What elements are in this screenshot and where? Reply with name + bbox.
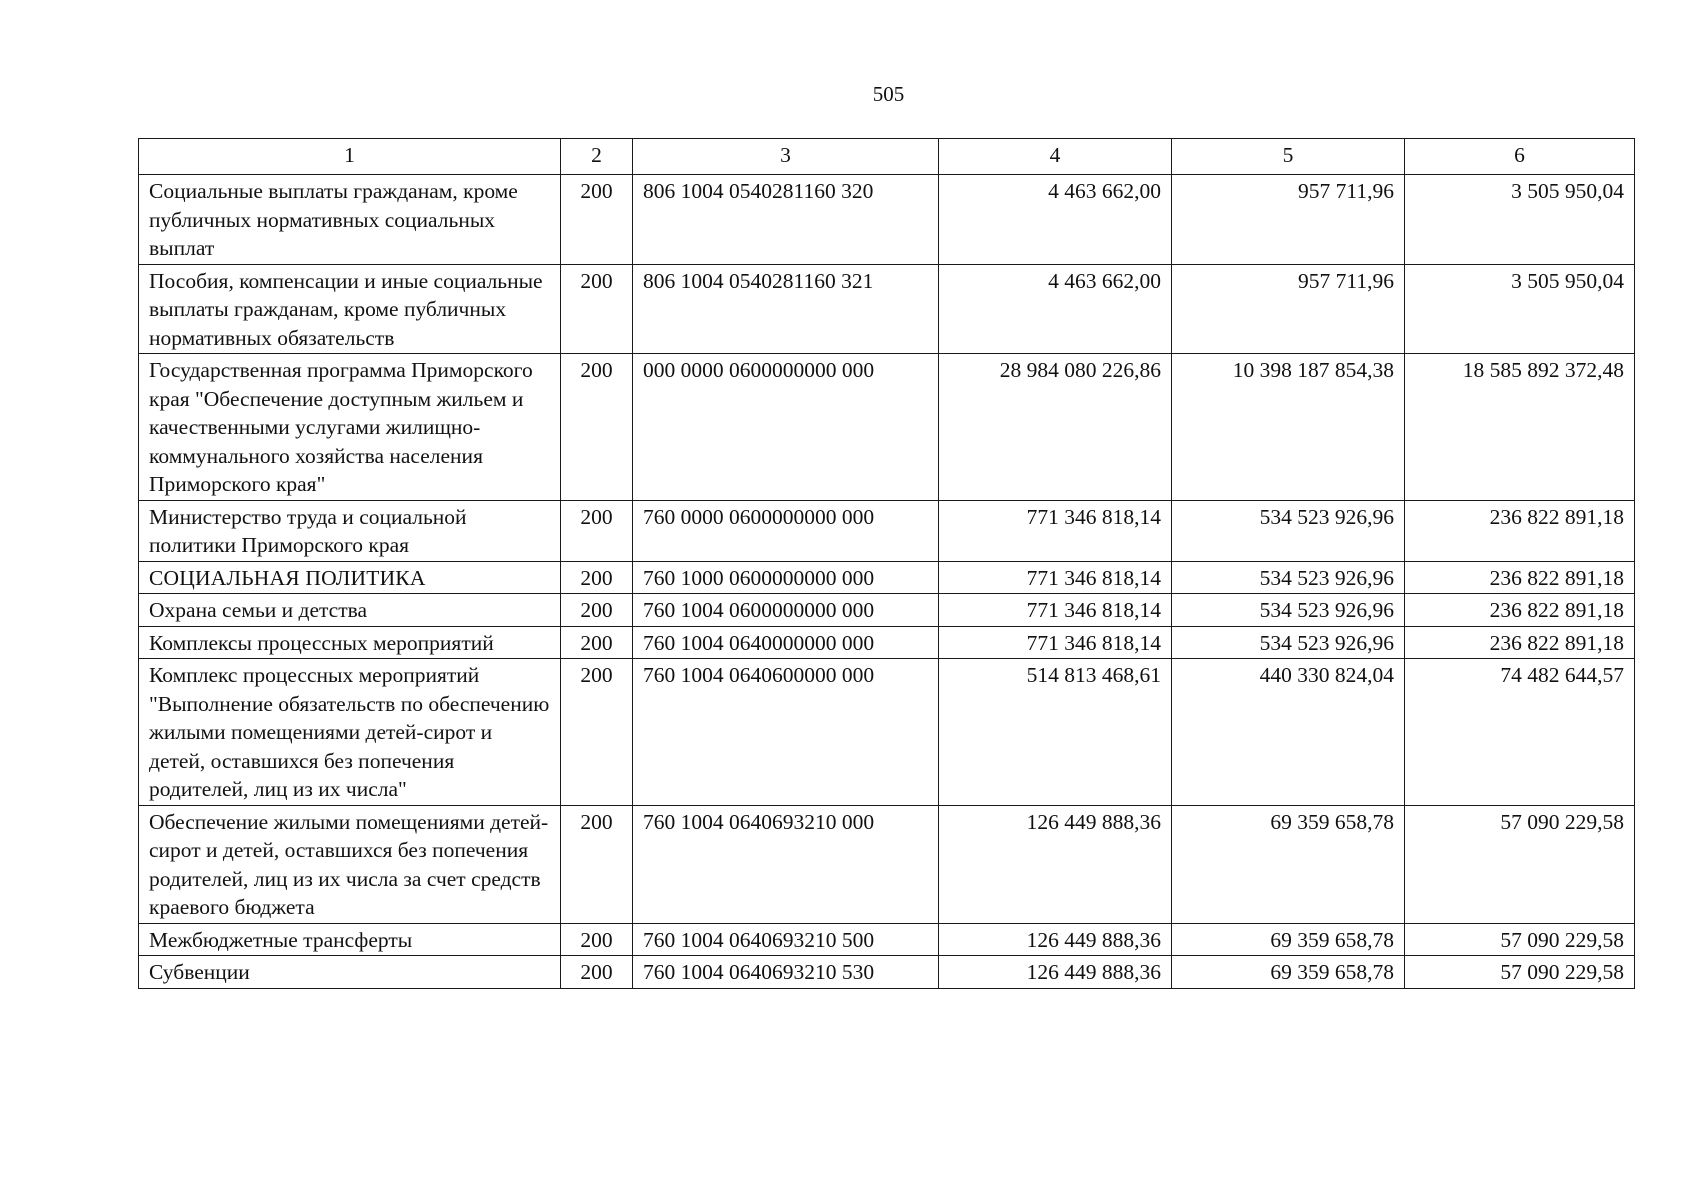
column-header-3: 3: [633, 139, 939, 175]
row-line-code: 200: [561, 175, 633, 265]
row-unexecuted-amount: 3 505 950,04: [1405, 175, 1635, 265]
row-executed-amount: 534 523 926,96: [1172, 500, 1405, 561]
table-row: [139, 923, 1635, 956]
row-name: Пособия, компенсации и иные социальные выплаты гражданам, кроме публичных нормативных обязательств: [139, 264, 561, 354]
row-name: Государственная программа Приморского края "Обеспечение доступным жильем и качественными услугами жилищно-коммунального хозяйства населения Приморского края": [139, 354, 561, 501]
row-budget-classification-code: 806 1004 0540281160 321: [633, 264, 939, 354]
table-row: [139, 354, 1635, 501]
page-number: 505: [872, 82, 905, 106]
row-name: Комплекс процессных мероприятий "Выполнение обязательств по обеспечению жилыми помещениями детей-сирот и детей, оставшихся без попечения родителей, лиц из их числа": [139, 659, 561, 806]
row-name: Охрана семьи и детства: [139, 594, 561, 627]
row-unexecuted-amount: 57 090 229,58: [1405, 923, 1635, 956]
row-budget-classification-code: 760 1000 0600000000 000: [633, 561, 939, 594]
row-approved-amount: 771 346 818,14: [939, 561, 1172, 594]
row-approved-amount: 514 813 468,61: [939, 659, 1172, 806]
row-executed-amount: 10 398 187 854,38: [1172, 354, 1405, 501]
table-row: [139, 264, 1635, 354]
row-name: Комплексы процессных мероприятий: [139, 626, 561, 659]
column-header-5: 5: [1172, 139, 1405, 175]
row-name: Обеспечение жилыми помещениями детей-сирот и детей, оставшихся без попечения родителей, лиц из их числа за счет средств краевого бюджета: [139, 805, 561, 923]
row-line-code: 200: [561, 354, 633, 501]
table-row: [139, 500, 1635, 561]
row-budget-classification-code: 806 1004 0540281160 320: [633, 175, 939, 265]
row-name: Социальные выплаты гражданам, кроме публичных нормативных социальных выплат: [139, 175, 561, 265]
row-unexecuted-amount: 3 505 950,04: [1405, 264, 1635, 354]
row-unexecuted-amount: 57 090 229,58: [1405, 956, 1635, 989]
row-budget-classification-code: 760 1004 0640693210 530: [633, 956, 939, 989]
column-header-6: 6: [1405, 139, 1635, 175]
row-unexecuted-amount: 236 822 891,18: [1405, 500, 1635, 561]
row-unexecuted-amount: 236 822 891,18: [1405, 594, 1635, 627]
table-row: [139, 805, 1635, 923]
row-approved-amount: 126 449 888,36: [939, 805, 1172, 923]
table-row: [139, 561, 1635, 594]
row-line-code: 200: [561, 923, 633, 956]
table-header-row: [139, 139, 1635, 175]
column-header-2: 2: [561, 139, 633, 175]
table-row: [139, 594, 1635, 627]
row-line-code: 200: [561, 561, 633, 594]
row-name: Министерство труда и социальной политики Приморского края: [139, 500, 561, 561]
row-line-code: 200: [561, 659, 633, 806]
row-executed-amount: 69 359 658,78: [1172, 956, 1405, 989]
row-approved-amount: 771 346 818,14: [939, 594, 1172, 627]
row-approved-amount: 28 984 080 226,86: [939, 354, 1172, 501]
row-budget-classification-code: 760 1004 0640693210 500: [633, 923, 939, 956]
row-approved-amount: 4 463 662,00: [939, 264, 1172, 354]
row-approved-amount: 126 449 888,36: [939, 956, 1172, 989]
row-line-code: 200: [561, 956, 633, 989]
row-name: Субвенции: [139, 956, 561, 989]
row-line-code: 200: [561, 264, 633, 354]
row-executed-amount: 69 359 658,78: [1172, 805, 1405, 923]
table-row: [139, 659, 1635, 806]
row-unexecuted-amount: 18 585 892 372,48: [1405, 354, 1635, 501]
row-name: СОЦИАЛЬНАЯ ПОЛИТИКА: [139, 561, 561, 594]
row-budget-classification-code: 760 0000 0600000000 000: [633, 500, 939, 561]
row-unexecuted-amount: 236 822 891,18: [1405, 626, 1635, 659]
row-executed-amount: 440 330 824,04: [1172, 659, 1405, 806]
row-executed-amount: 957 711,96: [1172, 175, 1405, 265]
row-executed-amount: 534 523 926,96: [1172, 594, 1405, 627]
row-approved-amount: 4 463 662,00: [939, 175, 1172, 265]
row-approved-amount: 126 449 888,36: [939, 923, 1172, 956]
row-budget-classification-code: 000 0000 0600000000 000: [633, 354, 939, 501]
budget-execution-table: [138, 138, 1635, 989]
row-executed-amount: 69 359 658,78: [1172, 923, 1405, 956]
column-header-4: 4: [939, 139, 1172, 175]
row-approved-amount: 771 346 818,14: [939, 626, 1172, 659]
row-budget-classification-code: 760 1004 0640000000 000: [633, 626, 939, 659]
row-approved-amount: 771 346 818,14: [939, 500, 1172, 561]
row-line-code: 200: [561, 805, 633, 923]
row-line-code: 200: [561, 626, 633, 659]
row-executed-amount: 534 523 926,96: [1172, 626, 1405, 659]
row-unexecuted-amount: 57 090 229,58: [1405, 805, 1635, 923]
row-budget-classification-code: 760 1004 0600000000 000: [633, 594, 939, 627]
row-executed-amount: 534 523 926,96: [1172, 561, 1405, 594]
row-unexecuted-amount: 74 482 644,57: [1405, 659, 1635, 806]
row-budget-classification-code: 760 1004 0640600000 000: [633, 659, 939, 806]
table-row: [139, 956, 1635, 989]
table-row: [139, 626, 1635, 659]
row-name: Межбюджетные трансферты: [139, 923, 561, 956]
row-unexecuted-amount: 236 822 891,18: [1405, 561, 1635, 594]
row-line-code: 200: [561, 500, 633, 561]
column-header-1: 1: [139, 139, 561, 175]
row-budget-classification-code: 760 1004 0640693210 000: [633, 805, 939, 923]
row-line-code: 200: [561, 594, 633, 627]
table-row: [139, 175, 1635, 265]
row-executed-amount: 957 711,96: [1172, 264, 1405, 354]
